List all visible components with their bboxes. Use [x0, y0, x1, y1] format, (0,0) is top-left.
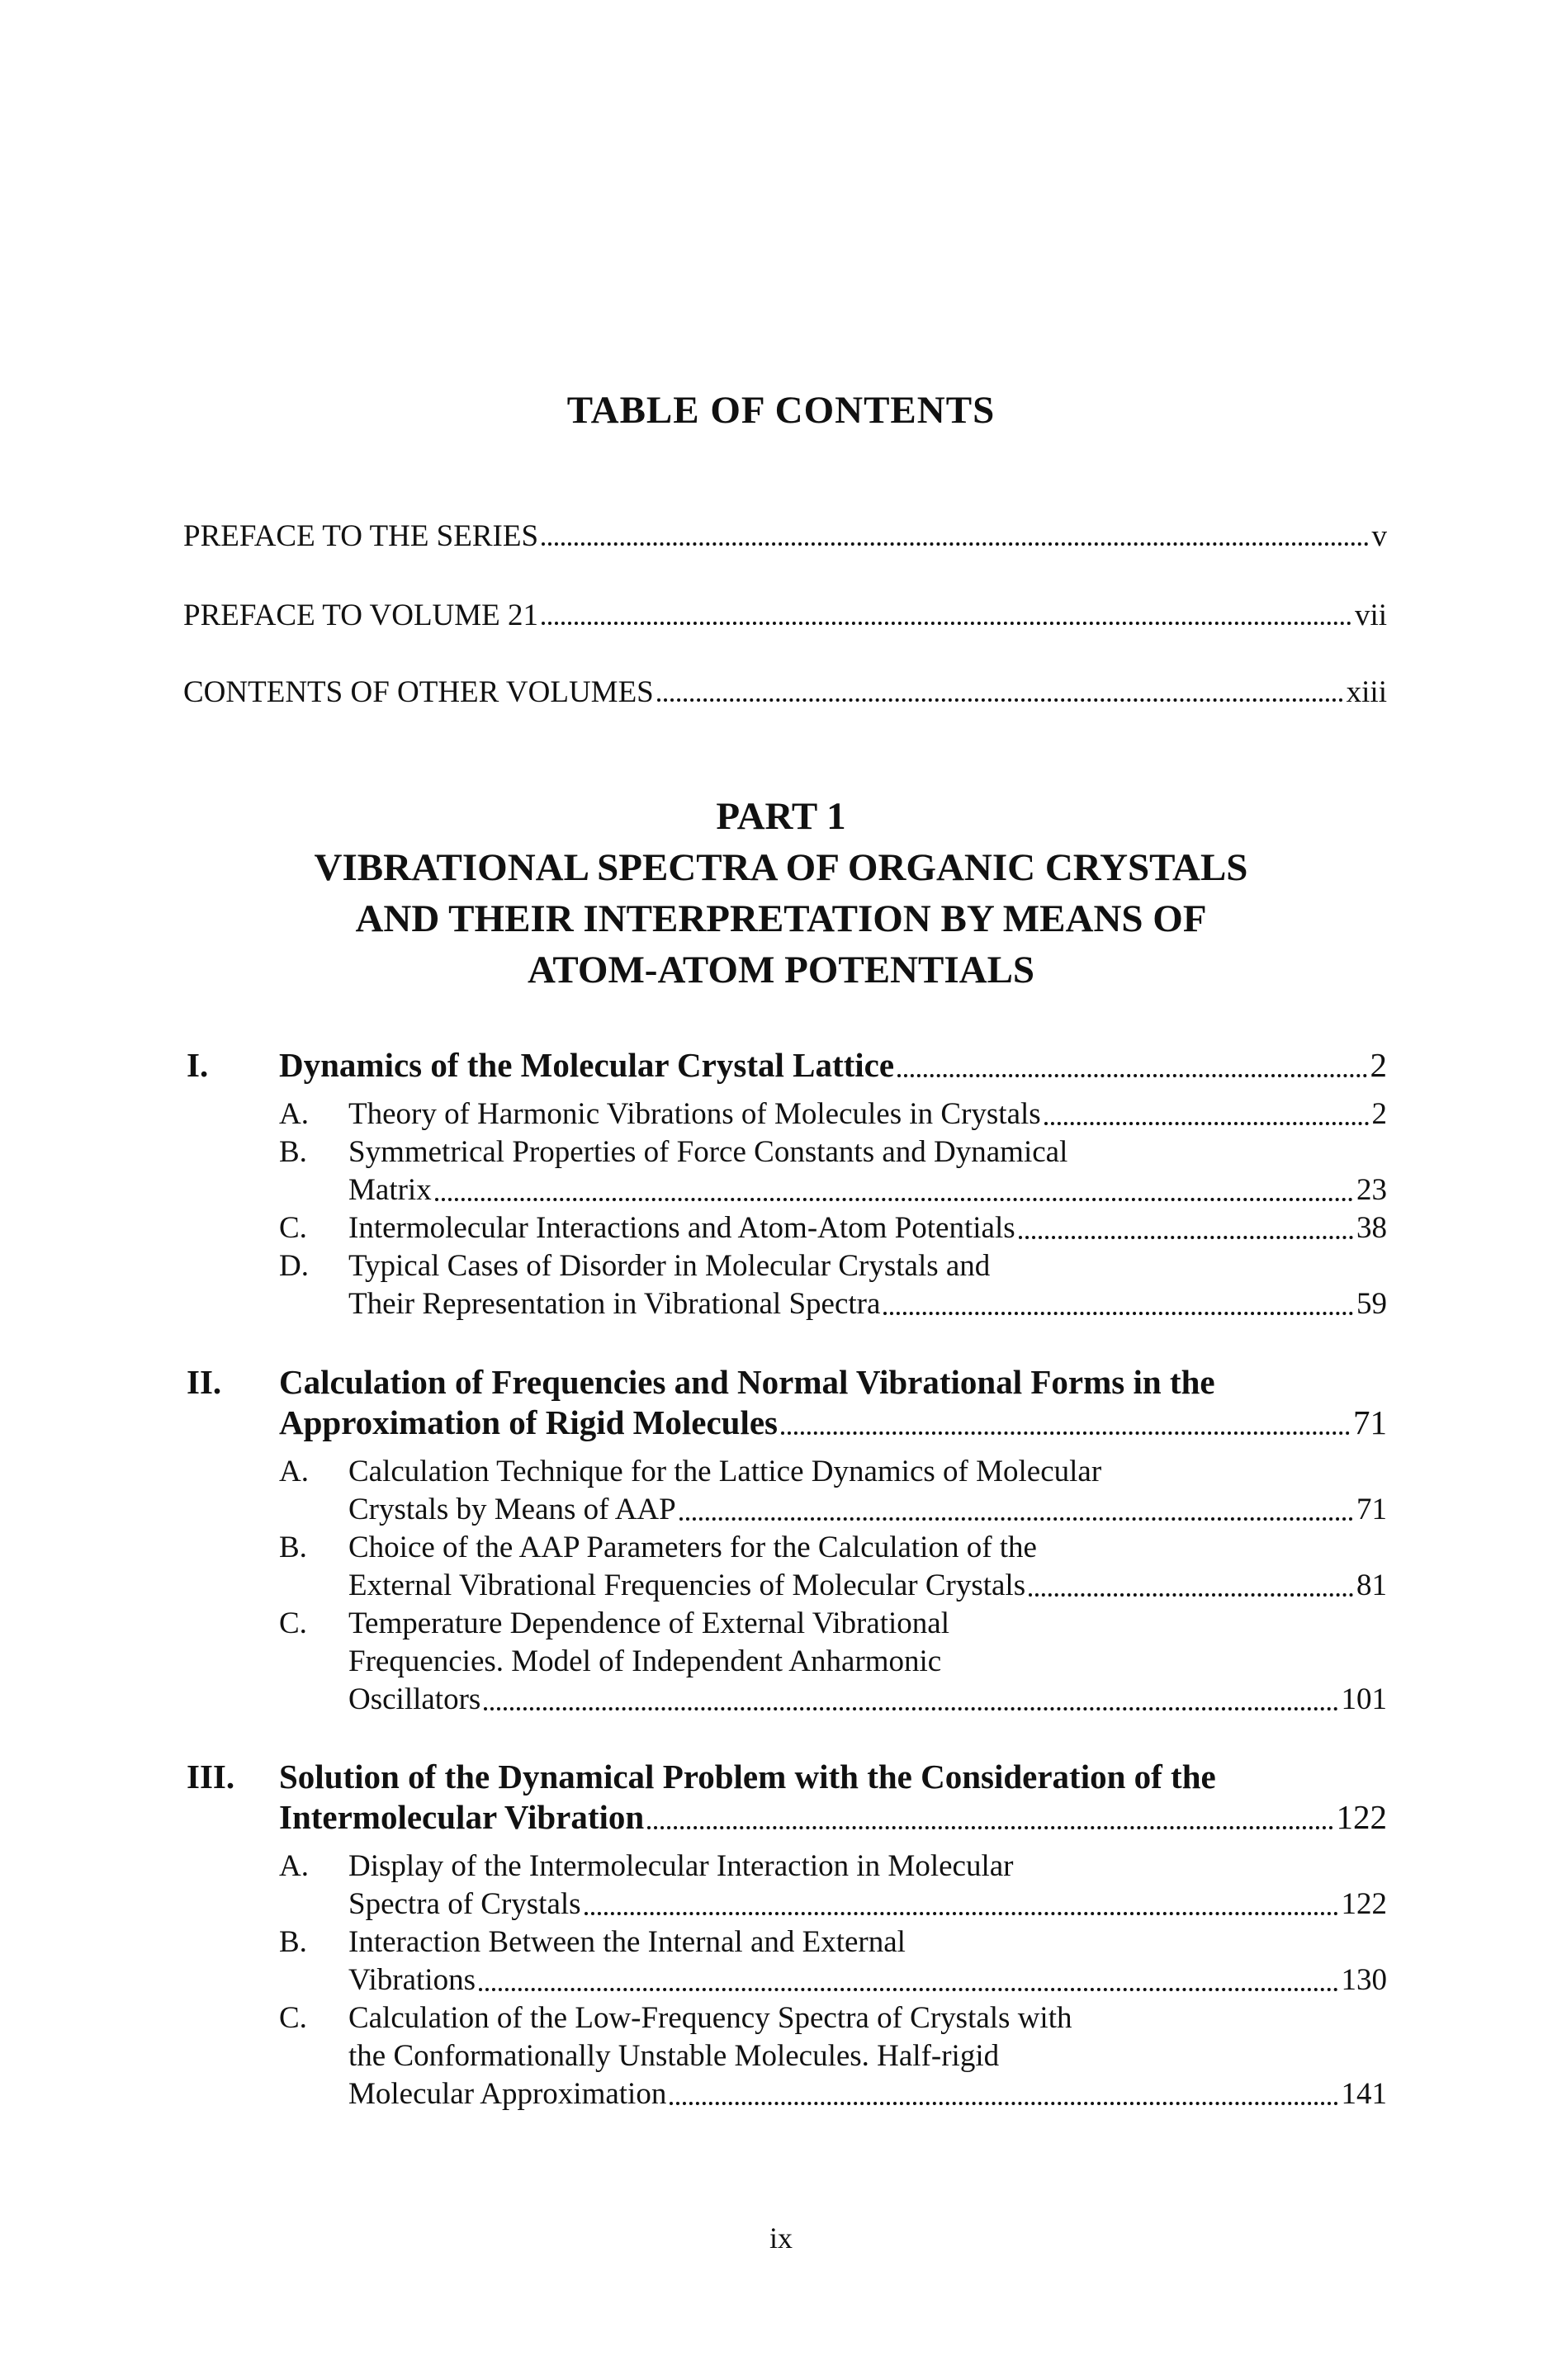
section-letter: D.	[279, 1249, 309, 1283]
dot-leader	[1029, 1593, 1353, 1597]
entry-text: PREFACE TO THE SERIES	[183, 519, 539, 553]
section-entry[interactable]	[279, 1095, 1387, 1133]
page-number: 38	[1356, 1211, 1387, 1245]
section-letter: C.	[279, 1606, 307, 1640]
section-title: Their Representation in Vibrational Spectra	[348, 1287, 881, 1321]
dot-leader	[670, 2102, 1337, 2105]
section-entry[interactable]	[279, 1848, 1387, 1923]
section-title: Symmetrical Properties of Force Constants and Dynamical	[348, 1135, 1068, 1169]
page-number: xiii	[1346, 675, 1387, 709]
section-entry[interactable]	[279, 1133, 1387, 1209]
section-entry[interactable]	[279, 1209, 1387, 1247]
chapter-title: Calculation of Frequencies and Normal Vibrational Forms in the	[279, 1363, 1215, 1401]
section-title: External Vibrational Frequencies of Molecular Crystals	[348, 1569, 1026, 1602]
page-number: vii	[1354, 599, 1387, 632]
dot-leader	[479, 1988, 1338, 1991]
page-number: 2	[1370, 1046, 1387, 1084]
chapter-title: Intermolecular Vibration	[279, 1798, 645, 1836]
dot-leader	[484, 1707, 1337, 1710]
section-letter: B.	[279, 1531, 307, 1564]
page-title: TABLE OF CONTENTS	[566, 389, 996, 432]
section-letter: A.	[279, 1849, 309, 1883]
section-letter: B.	[279, 1135, 307, 1169]
dot-leader	[542, 622, 1351, 625]
dot-leader	[781, 1431, 1350, 1435]
section-title: Temperature Dependence of External Vibrational	[348, 1606, 950, 1640]
section-letter: A.	[279, 1097, 309, 1131]
front-matter-entry[interactable]	[183, 518, 1387, 554]
page-number: 59	[1356, 1287, 1387, 1321]
page-number: 122	[1341, 1887, 1387, 1921]
page-number: 130	[1341, 1963, 1387, 1997]
dot-leader	[1019, 1236, 1353, 1239]
front-matter-entry[interactable]	[183, 598, 1387, 633]
chapter-title: Solution of the Dynamical Problem with the Consideration of the	[279, 1758, 1216, 1796]
dot-leader	[679, 1517, 1353, 1521]
part-title-line: ATOM-ATOM POTENTIALS	[527, 949, 1035, 991]
dot-leader	[657, 698, 1343, 702]
section-title: Interaction Between the Internal and External	[348, 1925, 906, 1959]
section-title: Intermolecular Interactions and Atom-Atom Potentials	[348, 1211, 1015, 1245]
part-heading-block	[0, 791, 1562, 996]
chapter-title-link[interactable]	[279, 1045, 1387, 1086]
section-title: Matrix	[348, 1173, 432, 1207]
page-number: 23	[1356, 1173, 1387, 1207]
dot-leader	[542, 542, 1368, 546]
page-number: 2	[1371, 1097, 1387, 1131]
section-title: the Conformationally Unstable Molecules. Half-rigid	[348, 2039, 1000, 2073]
entry-text: CONTENTS OF OTHER VOLUMES	[183, 675, 654, 709]
section-title: Calculation Technique for the Lattice Dynamics of Molecular	[348, 1455, 1102, 1488]
part-title-line: VIBRATIONAL SPECTRA OF ORGANIC CRYSTALS	[314, 846, 1248, 889]
section-title: Crystals by Means of AAP	[348, 1493, 676, 1526]
section-title: Vibrations	[348, 1963, 476, 1997]
dot-leader	[435, 1198, 1353, 1201]
chapter-title: Approximation of Rigid Molecules	[279, 1403, 778, 1441]
section-title: Frequencies. Model of Independent Anharmonic	[348, 1644, 942, 1678]
chapter-number: III.	[187, 1758, 235, 1796]
page-number: 101	[1341, 1682, 1387, 1716]
section-title: Display of the Intermolecular Interaction in Molecular	[348, 1849, 1014, 1883]
chapter-entry	[187, 1757, 1387, 2113]
dot-leader	[883, 1312, 1353, 1315]
section-title: Choice of the AAP Parameters for the Calculation of the	[348, 1531, 1037, 1564]
front-matter-entry[interactable]	[183, 674, 1387, 710]
chapter-title-link[interactable]	[279, 1403, 1387, 1443]
section-entry[interactable]	[279, 1529, 1387, 1605]
section-title: Theory of Harmonic Vibrations of Molecules in Crystals	[348, 1097, 1041, 1131]
page-number: 71	[1356, 1493, 1387, 1526]
dot-leader	[647, 1826, 1332, 1829]
section-entry[interactable]	[279, 1247, 1387, 1323]
part-title-line: AND THEIR INTERPRETATION BY MEANS OF	[355, 897, 1207, 940]
page-folio: ix	[769, 2221, 793, 2255]
section-entry[interactable]	[279, 1999, 1387, 2113]
section-letter: C.	[279, 1211, 307, 1245]
page-number: 122	[1336, 1798, 1387, 1836]
dot-leader	[1044, 1122, 1369, 1125]
section-title: Oscillators	[348, 1682, 481, 1716]
chapter-number: II.	[187, 1363, 222, 1401]
page-number: 81	[1356, 1569, 1387, 1602]
section-title: Spectra of Crystals	[348, 1887, 581, 1921]
page-number: v	[1371, 519, 1387, 553]
section-title: Typical Cases of Disorder in Molecular Crystals and	[348, 1249, 991, 1283]
page-number: 71	[1353, 1403, 1387, 1441]
part-heading: PART 1	[716, 795, 846, 838]
section-letter: A.	[279, 1455, 309, 1488]
chapter-title-link[interactable]	[279, 1797, 1387, 1838]
section-letter: B.	[279, 1925, 307, 1959]
page-number: 141	[1341, 2077, 1387, 2111]
section-entry[interactable]	[279, 1453, 1387, 1529]
dot-leader	[585, 1912, 1338, 1915]
section-title: Molecular Approximation	[348, 2077, 667, 2111]
chapter-entry	[187, 1362, 1387, 1719]
section-title: Calculation of the Low-Frequency Spectra of Crystals with	[348, 2001, 1072, 2035]
dot-leader	[897, 1074, 1366, 1077]
section-entry[interactable]	[279, 1605, 1387, 1719]
section-letter: C.	[279, 2001, 307, 2035]
chapter-number: I.	[187, 1046, 209, 1084]
chapter-entry	[187, 1045, 1387, 1323]
entry-text: PREFACE TO VOLUME 21	[183, 599, 539, 632]
chapter-title: Dynamics of the Molecular Crystal Lattice	[279, 1046, 895, 1084]
section-entry[interactable]	[279, 1923, 1387, 1999]
